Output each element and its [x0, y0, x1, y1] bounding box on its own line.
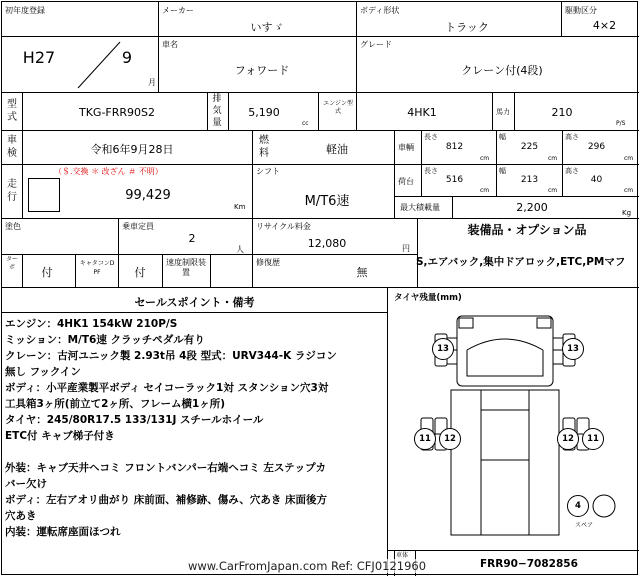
sales-line: 穴あき	[5, 510, 37, 522]
sales-line: 外装：キャブ天井ヘコミ フロントバンパー右端ヘコミ 左ステップカ	[5, 462, 327, 474]
chassis-label: 車体	[396, 552, 409, 559]
watermark: www.CarFromJapan.com Ref: CFJ0121960	[188, 559, 427, 573]
body-type-value: トラック	[445, 21, 489, 34]
grade-value: クレーン付(4段)	[461, 64, 543, 77]
cargo-length-value: 516	[445, 175, 464, 185]
model-name-value: フォワード	[234, 64, 290, 77]
vehicle-width-unit: cm	[548, 155, 558, 162]
drive-value: 4×2	[592, 19, 617, 32]
sales-line: ミッション：M/T6速 クラッチペダル有り	[5, 334, 205, 346]
model-name-label: 車名	[162, 40, 178, 49]
cargo-width-unit: cm	[548, 187, 558, 194]
first-registration-month: 9	[121, 48, 133, 67]
color-label: 塗色	[5, 222, 21, 231]
equipment-title: 装備品・オプション品	[467, 223, 587, 237]
sales-line: 工具箱3ヶ所(前立て2ヶ所、フレーム横1ヶ所)	[5, 398, 226, 410]
repair-history-value: 無	[356, 266, 368, 279]
repair-history-label: 修復歴	[256, 258, 280, 267]
catalyst-value: 付	[134, 266, 146, 279]
vehicle-width-label: 幅	[499, 133, 506, 141]
sales-line: エンジン：4HK1 154kW 210P/S	[5, 318, 178, 330]
sales-points-title: セールスポイント・備考	[134, 296, 255, 309]
maker-label: メーカー	[162, 6, 194, 15]
vehicle-length-value: 812	[445, 142, 464, 152]
sales-line: クレーン：古河ユニック製 2.93t吊 4段 型式：URV344-K ラジコン	[5, 350, 337, 362]
fuel-label: 燃料	[259, 135, 269, 159]
recycle-value: 12,080	[307, 237, 347, 250]
displacement-value: 5,190	[248, 106, 280, 119]
tire-rear-left-inner: 12	[439, 428, 461, 450]
recycle-label: リサイクル料金	[256, 222, 311, 231]
sales-points-text	[5, 316, 385, 540]
first-registration-label: 初年度登録	[5, 6, 45, 15]
capacity-unit: 人	[236, 245, 244, 254]
speed-limiter-label: 速度制限装置	[166, 258, 206, 277]
cargo-width-value: 213	[520, 175, 539, 185]
hp-value: 210	[551, 106, 573, 119]
shift-value: M/T6速	[304, 194, 350, 209]
max-load-value: 2,200	[516, 201, 548, 214]
turbo-label: ターボ	[6, 256, 19, 271]
cargo-length-unit: cm	[480, 187, 490, 194]
vehicle-height-label: 高さ	[565, 133, 579, 141]
hp-label: 馬力	[496, 108, 510, 116]
maker-value: いすゞ	[250, 21, 284, 34]
sales-line: 内装：運転席座面ほつれ	[5, 526, 121, 538]
vehicle-width-value: 225	[520, 142, 539, 152]
grade-label: グレード	[360, 40, 392, 49]
tire-spare: 4	[567, 495, 589, 517]
mileage-unit: Km	[234, 203, 246, 211]
cargo-dims-label: 荷台	[398, 177, 414, 186]
model-code-label: 型式	[7, 99, 17, 123]
ps-unit: P/S	[616, 120, 626, 127]
inspection-label: 車検	[7, 135, 17, 159]
sales-line: ボディ：左右アオリ曲がり 床前面、補修跡、傷み、穴あき 床面後方	[5, 494, 327, 506]
sales-line: タイヤ：245/80R17.5 133/131J スチールホイール	[5, 414, 264, 426]
tire-front-right: 13	[562, 338, 584, 360]
displacement-label: 排気量	[212, 94, 222, 128]
turbo-value: 付	[41, 266, 53, 279]
cc-unit: cc	[302, 120, 309, 127]
drive-label: 駆動区分	[565, 6, 597, 15]
vehicle-info-sheet	[1, 1, 638, 575]
sales-line: ETC付 キャブ梯子付き	[5, 430, 115, 442]
sales-line: ボディ：小平産業製平ボディ セイコーラック1対 スタンション穴3対	[5, 382, 329, 394]
model-code-value: TKG-FRR90S2	[78, 106, 156, 119]
first-registration-era: H27	[22, 48, 56, 67]
mileage-value: 99,429	[125, 188, 171, 203]
tire-depth-title: タイヤ残量(mm)	[394, 293, 462, 303]
tire-rear-left-outer: 11	[414, 428, 436, 450]
chassis-number: FRR90−7082856	[480, 558, 578, 570]
tire-rear-right-inner: 12	[557, 428, 579, 450]
catalyst-label: キャタコンDPF	[79, 260, 115, 276]
cargo-width-label: 幅	[499, 167, 506, 175]
cargo-height-label: 高さ	[565, 167, 579, 175]
vehicle-length-label: 長さ	[424, 133, 438, 141]
sales-line-blank	[5, 444, 385, 460]
month-unit: 月	[148, 78, 156, 87]
vehicle-height-value: 296	[587, 142, 606, 152]
sales-line: バー欠け	[5, 478, 47, 490]
engine-model-value: 4HK1	[407, 106, 437, 119]
capacity-value: 2	[188, 232, 196, 245]
inspection-value: 令和6年9月28日	[90, 143, 174, 156]
mileage-label: 走行	[7, 179, 17, 203]
fuel-value: 軽油	[326, 143, 348, 156]
tire-rear-right-outer: 11	[582, 428, 604, 450]
vehicle-dims-label: 車輌	[398, 143, 414, 152]
capacity-label: 乗車定員	[122, 222, 154, 231]
spare-label: スペア	[575, 522, 594, 529]
cargo-height-unit: cm	[624, 187, 634, 194]
equipment-list: S,エアバック,集中ドアロック,ETC,PMマフ	[416, 256, 626, 268]
vehicle-height-unit: cm	[624, 155, 634, 162]
cargo-height-value: 40	[590, 175, 603, 185]
cargo-length-label: 長さ	[424, 167, 438, 175]
body-type-label: ボディ形状	[360, 6, 400, 15]
sales-line: 無し フックイン	[5, 366, 81, 378]
max-load-unit: Kg	[622, 209, 632, 217]
tire-front-left: 13	[432, 338, 454, 360]
vehicle-length-unit: cm	[480, 155, 490, 162]
mileage-note: （＄.交換 ＊ 改ざん ＃ 不明）	[54, 167, 163, 176]
engine-model-label: エンジン型式	[323, 100, 353, 115]
recycle-unit: 円	[402, 244, 410, 253]
max-load-label: 最大積載量	[400, 203, 440, 212]
mileage-status-box	[28, 178, 60, 212]
shift-label: シフト	[256, 167, 280, 176]
